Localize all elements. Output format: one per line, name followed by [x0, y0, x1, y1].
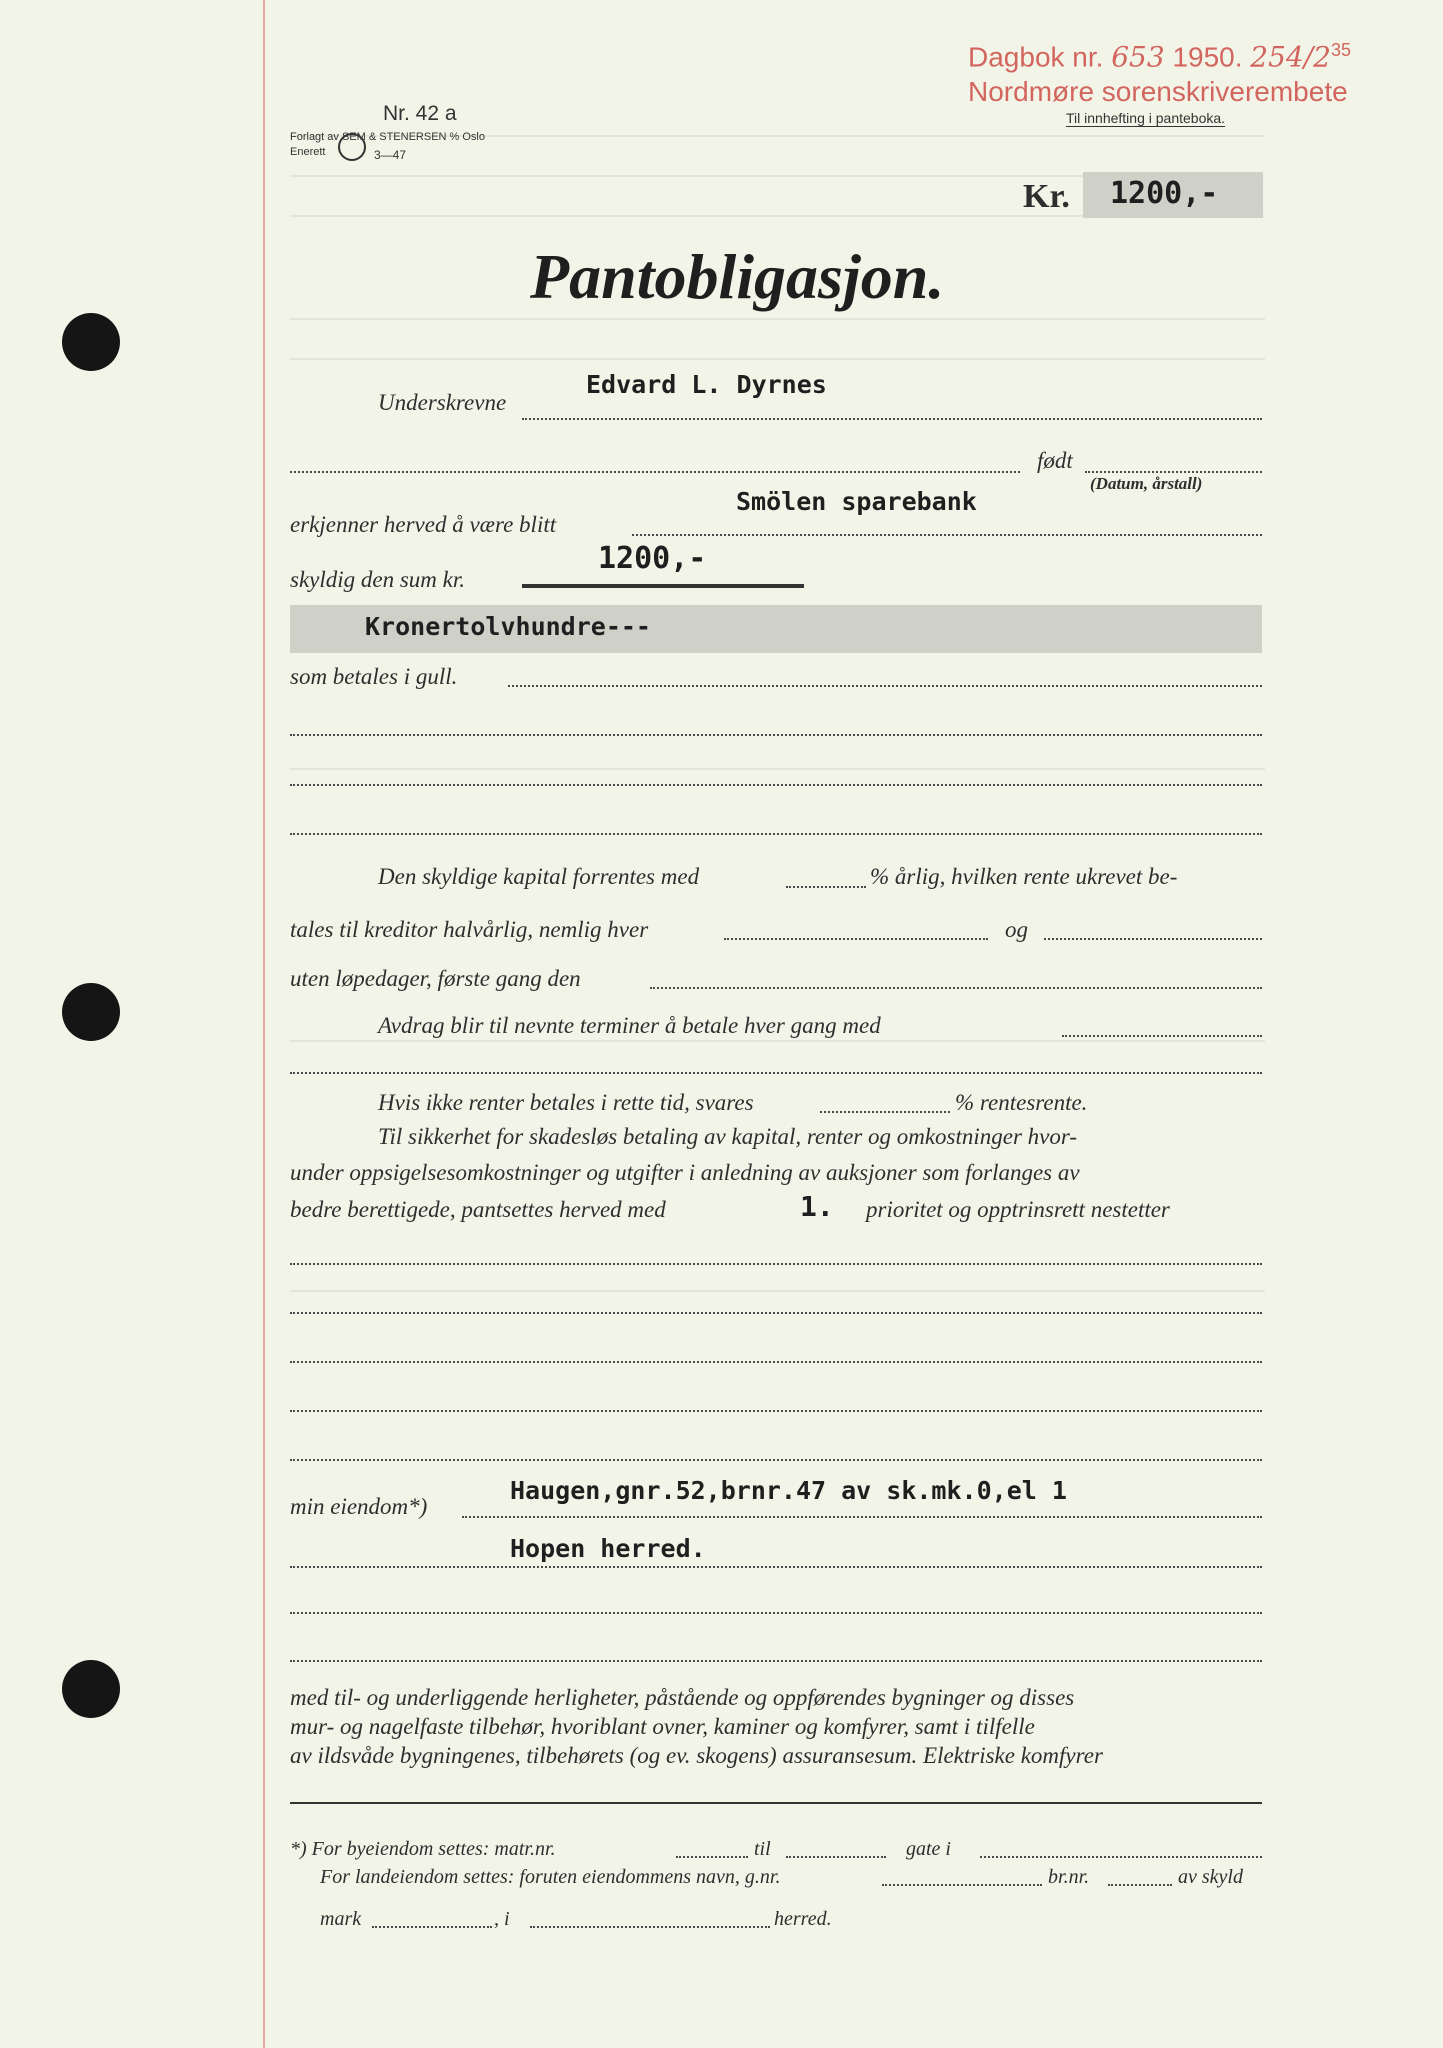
- termin-line-2: [1044, 938, 1262, 940]
- footnote-rule: [290, 1802, 1262, 1804]
- office-stamp: Nordmøre sorenskriverembete: [968, 76, 1348, 107]
- avdrag-line-2: [290, 1072, 1262, 1074]
- eiendom-line-1: [462, 1516, 1262, 1518]
- underskrevne-line: [522, 418, 1262, 420]
- security-line-1: Til sikkerhet for skadesløs betaling av kapital, renter og omkostninger hvor-: [378, 1124, 1078, 1149]
- prioritet-line-1: [290, 1263, 1262, 1265]
- gull-line: [508, 685, 1262, 687]
- prioritet-line-5: [290, 1459, 1262, 1461]
- rentesrente-label: % rentesrente.: [955, 1090, 1088, 1115]
- underskrevne-label: Underskrevne: [378, 390, 507, 415]
- footnote-1a: *) For byeiendom settes: matr.nr.: [290, 1838, 556, 1860]
- rente-suffix: % årlig, hvilken rente ukrevet be-: [870, 864, 1178, 889]
- avdrag-label: Avdrag blir til nevnte terminer å betale hver gang med: [378, 1013, 881, 1038]
- eiendom-label: min eiendom*): [290, 1494, 428, 1519]
- footnote-3c: herred.: [774, 1908, 832, 1930]
- folio-superscript: 35: [1331, 40, 1352, 60]
- footnote-3b: , i: [494, 1908, 510, 1930]
- closing-line-2: mur- og nagelfaste tilbehør, hvoriblant ovner, kaminer og komfyrer, samt i tilfelle: [290, 1714, 1035, 1739]
- footnote-1b: til: [754, 1838, 771, 1860]
- amount-value: 1200,-: [1110, 176, 1219, 211]
- red-margin-line: [263, 0, 265, 2048]
- security-line-2: under oppsigelsesomkostninger og utgifter i anledning av auksjoner som forlanges av: [290, 1160, 1080, 1185]
- rente-percent-line: [786, 886, 866, 888]
- termin-line-1: [724, 938, 988, 940]
- prioritet-post: prioritet og opptrinsrett nestetter: [866, 1197, 1170, 1222]
- printer-date: 3—47: [374, 148, 407, 162]
- debtor-name: Edvard L. Dyrnes: [586, 370, 827, 399]
- blank-line-2: [290, 784, 1262, 786]
- gull-label: som betales i gull.: [290, 664, 458, 689]
- printer-line: Forlagt av SEM & STENERSEN % Oslo: [290, 131, 485, 143]
- skyldig-label: skyldig den sum kr.: [290, 567, 466, 592]
- dagbok-stamp: [968, 40, 1351, 73]
- dagbok-label: Dagbok nr.: [968, 41, 1104, 73]
- lopedager-label: uten løpedager, første gang den: [290, 966, 581, 991]
- prioritet-line-4: [290, 1410, 1262, 1412]
- punch-hole-middle: [62, 983, 120, 1041]
- eiendom-line-4: [290, 1660, 1262, 1662]
- form-number: Nr. 42 a: [383, 102, 457, 125]
- closing-line-3: av ildsvåde bygningenes, tilbehørets (og ev. skogens) assuransesum. Elektriske komfyrer: [290, 1743, 1103, 1768]
- eiendom-line-2: [290, 1566, 1262, 1568]
- prioritet-line-2: [290, 1312, 1262, 1314]
- printer-enerett: Enerett: [290, 146, 326, 158]
- closing-line-1: med til- og underliggende herligheter, påstående og oppførendes bygninger og disses: [290, 1685, 1075, 1710]
- footnote-1c: gate i: [906, 1838, 951, 1860]
- fodt-date-line: [1085, 471, 1262, 473]
- til-innhefting: Til innhefting i panteboka.: [1066, 110, 1226, 126]
- blank-line-1: [290, 734, 1262, 736]
- rente-label: Den skyldige kapital forrentes med: [378, 864, 700, 889]
- eiendom-value-line-1: Haugen,gnr.52,brnr.47 av sk.mk.0,el 1: [510, 1476, 1067, 1505]
- blank-line-3: [290, 833, 1262, 835]
- og-label: og: [1005, 917, 1028, 942]
- punch-hole-top: [62, 313, 120, 371]
- rentesrente-line: [820, 1111, 950, 1113]
- printer-logo: [338, 133, 366, 161]
- fodt-line: [290, 471, 1020, 473]
- hvis-label: Hvis ikke renter betales i rette tid, svares: [378, 1090, 754, 1115]
- prioritet-pre: bedre berettigede, pantsettes herved med: [290, 1197, 666, 1222]
- creditor-name: Smölen sparebank: [736, 487, 977, 516]
- footnote-2a: For landeiendom settes: foruten eiendommens navn, g.nr.: [320, 1866, 781, 1888]
- amount-label: Kr.: [1023, 178, 1070, 215]
- dagbok-number: 653: [1111, 40, 1165, 74]
- prioritet-line-3: [290, 1361, 1262, 1363]
- eiendom-line-3: [290, 1612, 1262, 1614]
- footnote-3a: mark: [320, 1908, 362, 1930]
- punch-hole-bottom: [62, 1660, 120, 1718]
- avdrag-line: [1062, 1035, 1262, 1037]
- tales-label: tales til kreditor halvårlig, nemlig hver: [290, 917, 649, 942]
- eiendom-value-line-2: Hopen herred.: [510, 1534, 706, 1563]
- footnote-2c: av skyld: [1178, 1866, 1243, 1888]
- footnote-2b: br.nr.: [1048, 1866, 1090, 1888]
- amount-words: Kronertolvhundre---: [365, 612, 651, 641]
- page-title: Pantobligasjon.: [530, 241, 945, 312]
- lopedager-line: [650, 987, 1262, 989]
- fodt-label: født: [1037, 448, 1073, 473]
- datum-label: (Datum, årstall): [1090, 474, 1203, 493]
- folio-number: 254/2: [1250, 40, 1331, 74]
- sum-underline: [522, 584, 804, 588]
- prioritet-value: 1.: [800, 1190, 834, 1223]
- dagbok-year: 1950.: [1172, 41, 1243, 73]
- creditor-line: [632, 534, 1262, 536]
- erkjenner-label: erkjenner herved å være blitt: [290, 512, 557, 537]
- sum-value: 1200,-: [598, 541, 707, 576]
